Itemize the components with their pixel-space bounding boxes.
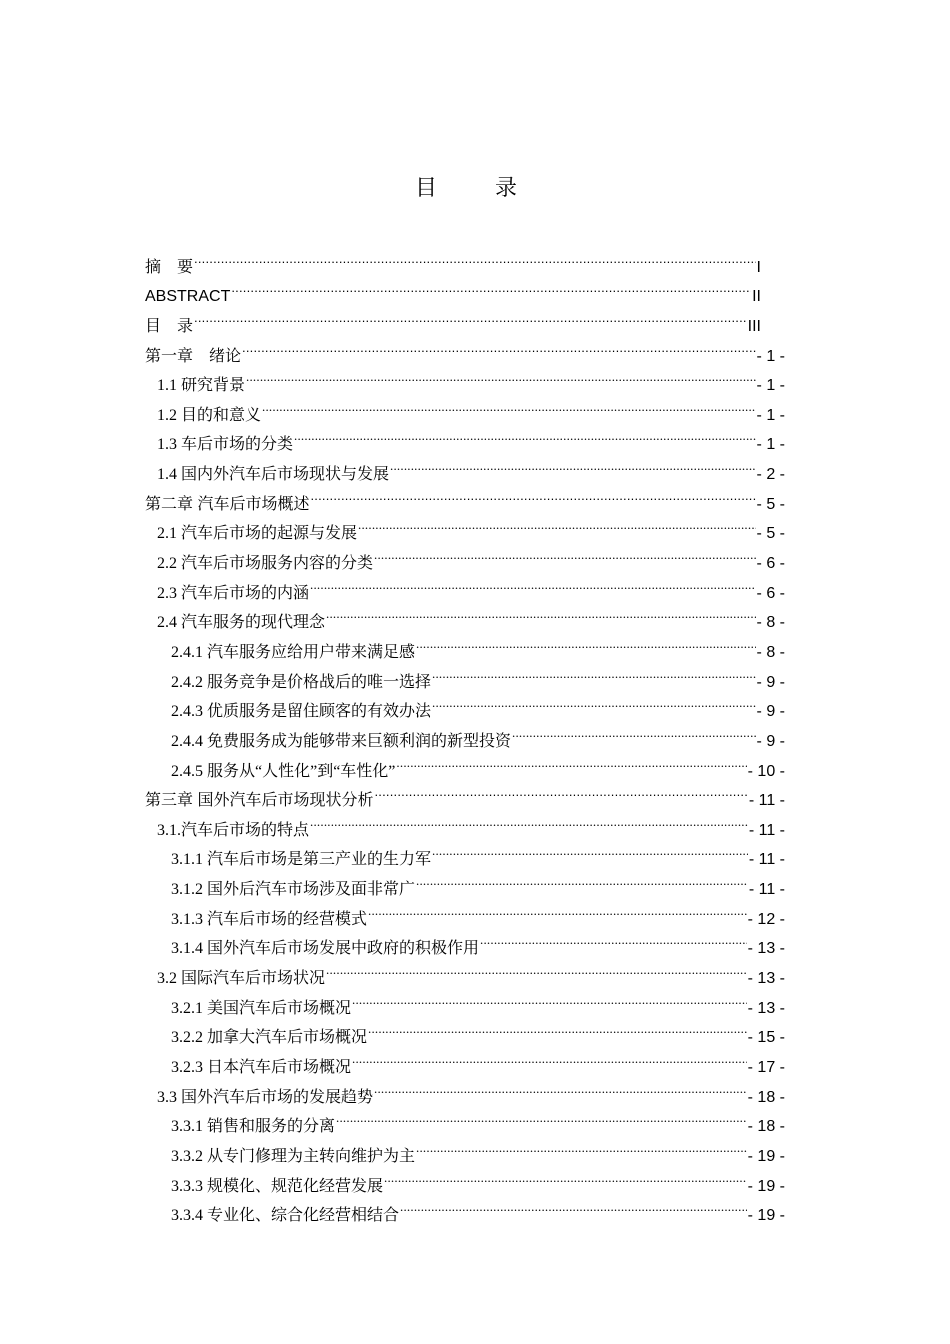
toc-dot-leader bbox=[352, 1042, 747, 1072]
toc-dot-leader bbox=[326, 598, 756, 628]
table-of-contents bbox=[145, 242, 785, 1225]
toc-dot-leader bbox=[432, 687, 756, 717]
toc-entry[interactable] bbox=[145, 331, 785, 365]
toc-dot-leader bbox=[310, 568, 756, 598]
toc-entry-label: 3.3.2 从专门修理为主转向维护为主 bbox=[171, 1147, 416, 1165]
toc-dot-leader bbox=[294, 420, 756, 450]
toc-entry-page-number: - 6 - bbox=[756, 584, 785, 602]
toc-dot-leader bbox=[384, 1161, 747, 1191]
toc-entry-page-number: - 18 - bbox=[747, 1088, 785, 1106]
toc-entry-page-number: - 19 - bbox=[747, 1177, 785, 1195]
toc-dot-leader bbox=[242, 331, 756, 361]
toc-dot-leader bbox=[231, 272, 751, 302]
toc-entry-label: 2.4.2 服务竞争是价格战后的唯一选择 bbox=[171, 673, 432, 691]
toc-entry-label: 1.1 研究背景 bbox=[157, 377, 246, 395]
toc-dot-leader bbox=[368, 894, 747, 924]
toc-entry-page-number: - 1 - bbox=[756, 347, 785, 365]
toc-dot-leader bbox=[374, 538, 756, 568]
toc-entry[interactable] bbox=[145, 301, 785, 335]
toc-dot-leader bbox=[358, 509, 756, 539]
toc-entry-page-number: - 19 - bbox=[747, 1207, 785, 1225]
toc-entry-label: ABSTRACT bbox=[145, 288, 231, 306]
toc-entry-page-number: - 8 - bbox=[756, 614, 785, 632]
toc-entry-label: 3.1.1 汽车后市场是第三产业的生力军 bbox=[171, 851, 432, 869]
toc-entry-page-number: - 1 - bbox=[756, 377, 785, 395]
toc-entry-page-number: - 6 - bbox=[756, 555, 785, 573]
toc-entry-label: 3.3.3 规模化、规范化经营发展 bbox=[171, 1177, 384, 1195]
toc-title: 目 录 bbox=[414, 176, 535, 201]
toc-entry-page-number: - 12 - bbox=[747, 910, 785, 928]
toc-entry-page-number: - 18 - bbox=[747, 1118, 785, 1136]
toc-entry-page-number: III bbox=[747, 317, 761, 335]
toc-entry-label: 1.2 目的和意义 bbox=[157, 406, 262, 424]
toc-dot-leader bbox=[310, 805, 748, 835]
toc-entry-label: 3.1.3 汽车后市场的经营模式 bbox=[171, 910, 368, 928]
toc-dot-leader bbox=[416, 1131, 747, 1161]
toc-entry-label: 3.2.1 美国汽车后市场概况 bbox=[171, 999, 352, 1017]
toc-dot-leader bbox=[512, 716, 756, 746]
toc-entry-label: 2.4.3 优质服务是留住顾客的有效办法 bbox=[171, 703, 432, 721]
toc-entry-label: 1.3 车后市场的分类 bbox=[157, 436, 294, 454]
toc-entry-label: 3.3 国外汽车后市场的发展趋势 bbox=[157, 1088, 374, 1106]
toc-dot-leader bbox=[480, 924, 747, 954]
toc-entry-page-number: - 11 - bbox=[748, 851, 785, 869]
toc-entry-label: 2.2 汽车后市场服务内容的分类 bbox=[157, 555, 374, 573]
toc-dot-leader bbox=[396, 746, 746, 776]
toc-entry-page-number: - 11 - bbox=[748, 821, 785, 839]
toc-dot-leader bbox=[194, 242, 756, 272]
toc-dot-leader bbox=[368, 1013, 747, 1043]
toc-entry-page-number: - 13 - bbox=[747, 940, 785, 958]
toc-dot-leader bbox=[262, 390, 756, 420]
toc-entry-label: 2.4 汽车服务的现代理念 bbox=[157, 614, 326, 632]
toc-dot-leader bbox=[310, 479, 755, 509]
toc-entry-label: 3.2 国际汽车后市场状况 bbox=[157, 970, 326, 988]
toc-entry-page-number: - 13 - bbox=[747, 970, 785, 988]
toc-entry-label: 3.1.2 国外后汽车市场涉及面非常广 bbox=[171, 881, 416, 899]
toc-entry-page-number: II bbox=[752, 288, 761, 306]
toc-dot-leader bbox=[336, 1102, 747, 1132]
toc-entry-page-number: - 5 - bbox=[756, 495, 785, 513]
toc-entry-page-number: - 15 - bbox=[747, 1029, 785, 1047]
toc-entry-page-number: - 9 - bbox=[756, 673, 785, 691]
toc-entry-page-number: - 10 - bbox=[747, 762, 785, 780]
toc-entry-page-number: - 19 - bbox=[747, 1147, 785, 1165]
toc-entry-label: 3.2.2 加拿大汽车后市场概况 bbox=[171, 1029, 368, 1047]
toc-dot-leader bbox=[432, 835, 748, 865]
toc-entry-label: 摘 要 bbox=[145, 258, 194, 276]
toc-entry-label: 第二章 汽车后市场概述 bbox=[145, 495, 310, 513]
toc-entry-page-number: - 8 - bbox=[756, 643, 785, 661]
toc-entry-label: 第三章 国外汽车后市场现状分析 bbox=[145, 792, 374, 810]
toc-entry-label: 2.4.4 免费服务成为能够带来巨额利润的新型投资 bbox=[171, 732, 512, 750]
toc-entry-page-number: - 9 - bbox=[756, 732, 785, 750]
toc-dot-leader bbox=[432, 657, 756, 687]
toc-entry-page-number: - 1 - bbox=[756, 436, 785, 454]
toc-entry-page-number: I bbox=[756, 258, 761, 276]
toc-entry-page-number: - 11 - bbox=[748, 792, 785, 810]
toc-dot-leader bbox=[374, 776, 747, 806]
toc-dot-leader bbox=[416, 864, 748, 894]
toc-entry-label: 2.4.1 汽车服务应给用户带来满足感 bbox=[171, 643, 416, 661]
toc-entry-label: 3.3.4 专业化、综合化经营相结合 bbox=[171, 1207, 400, 1225]
toc-entry-page-number: - 11 - bbox=[748, 881, 785, 899]
toc-entry-label: 3.1.汽车后市场的特点 bbox=[157, 821, 310, 839]
toc-dot-leader bbox=[374, 1072, 747, 1102]
toc-entry-page-number: - 9 - bbox=[756, 703, 785, 721]
toc-dot-leader bbox=[390, 449, 756, 479]
toc-entry-label: 目 录 bbox=[145, 317, 194, 335]
toc-dot-leader bbox=[352, 983, 747, 1013]
toc-dot-leader bbox=[416, 627, 756, 657]
toc-entry-label: 第一章 绪论 bbox=[145, 347, 242, 365]
toc-entry-label: 1.4 国内外汽车后市场现状与发展 bbox=[157, 466, 390, 484]
toc-dot-leader bbox=[246, 361, 756, 391]
toc-dot-leader bbox=[194, 301, 747, 331]
toc-dot-leader bbox=[400, 1191, 747, 1221]
toc-entry-label: 3.1.4 国外汽车后市场发展中政府的积极作用 bbox=[171, 940, 480, 958]
toc-entry-label: 3.2.3 日本汽车后市场概况 bbox=[171, 1058, 352, 1076]
toc-entry[interactable] bbox=[145, 272, 785, 306]
toc-entry-page-number: - 13 - bbox=[747, 999, 785, 1017]
toc-entry-label: 2.4.5 服务从“人性化”到“车性化” bbox=[171, 762, 396, 780]
toc-entry-label: 2.3 汽车后市场的内涵 bbox=[157, 584, 310, 602]
toc-entry-page-number: - 1 - bbox=[756, 406, 785, 424]
toc-entry[interactable] bbox=[145, 242, 785, 276]
toc-entry-page-number: - 2 - bbox=[756, 466, 785, 484]
toc-entry-page-number: - 5 - bbox=[756, 525, 785, 543]
toc-entry-label: 2.1 汽车后市场的起源与发展 bbox=[157, 525, 358, 543]
toc-entry-label: 3.3.1 销售和服务的分离 bbox=[171, 1118, 336, 1136]
toc-entry-page-number: - 17 - bbox=[747, 1058, 785, 1076]
toc-dot-leader bbox=[326, 953, 747, 983]
